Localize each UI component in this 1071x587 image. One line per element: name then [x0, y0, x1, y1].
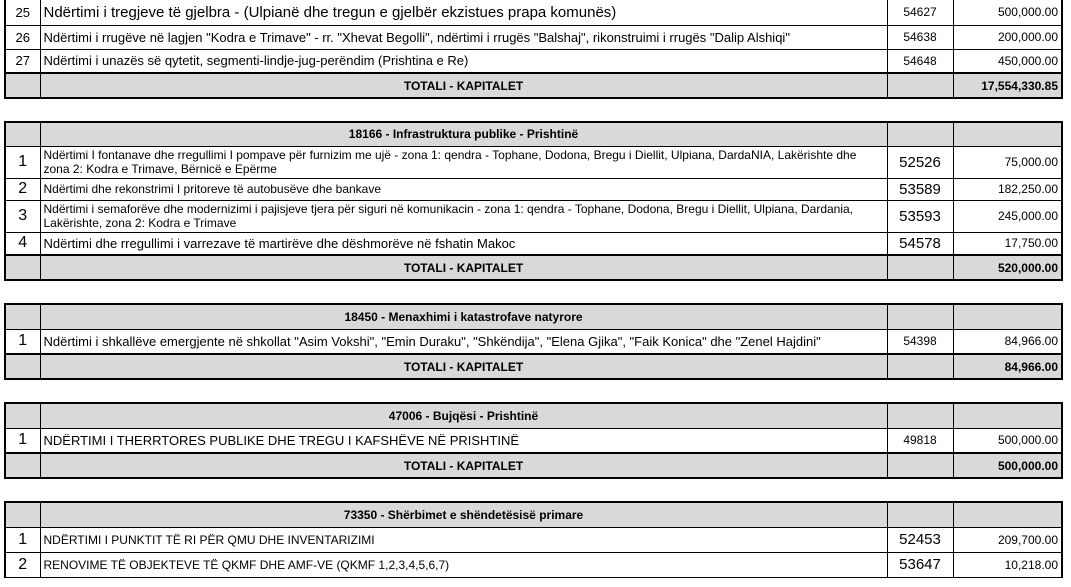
total-amount: 520,000.00 [953, 255, 1062, 280]
project-description: RENOVIME TË OBJEKTEVE TË QKMF DHE AMF-VE (QKMF 1,2,3,4,5,6,7) [40, 552, 887, 577]
project-amount: 245,000.00 [953, 200, 1062, 232]
section-code-blank [887, 403, 953, 428]
project-amount: 17,750.00 [953, 232, 1062, 255]
project-description: Ndërtimi i tregjeve të gjelbra - (Ulpianë dhe tregun e gjelbër ekzistues prapa komunës) [40, 0, 887, 25]
row-number: 3 [5, 200, 40, 232]
total-amount: 84,966.00 [953, 354, 1062, 379]
project-code: 54627 [887, 0, 953, 25]
project-code: 52453 [887, 527, 953, 552]
section-header[interactable] [5, 403, 1062, 428]
project-amount: 75,000.00 [953, 146, 1062, 178]
row-number: 2 [5, 178, 40, 200]
project-description: NDËRTIMI I THERRTORES PUBLIKE DHE TREGU I KAFSHËVE NË PRISHTINË [40, 428, 887, 453]
total-row[interactable] [5, 73, 1062, 98]
table-row[interactable] [5, 25, 1062, 49]
project-code: 53589 [887, 178, 953, 200]
row-number: 2 [5, 552, 40, 577]
project-code: 54398 [887, 329, 953, 354]
table-row[interactable] [5, 552, 1062, 577]
row-number: 26 [5, 25, 40, 49]
table-row[interactable] [5, 428, 1062, 453]
row-number: 1 [5, 527, 40, 552]
project-description: Ndërtimi dhe rregullimi i varrezave të martirëve dhe dëshmorëve në fshatin Makoc [40, 232, 887, 255]
project-code: 52526 [887, 146, 953, 178]
project-code: 54578 [887, 232, 953, 255]
section-amount-blank [953, 304, 1062, 329]
project-code: 53593 [887, 200, 953, 232]
section-code-blank [887, 122, 953, 146]
total-code-blank [887, 354, 953, 379]
project-description: Ndërtimi i semaforëve dhe modernizimi i pajisjeve tjera për siguri në komunikacin - zona 1: qendra - Tophane, Dodona, Bregu i Diellit, Ulpiana, Dardania, Lakërishte, zona 2: Kodra e Trimave [40, 200, 887, 232]
table-row[interactable] [5, 0, 1062, 25]
total-code-blank [887, 255, 953, 280]
spacer-row [5, 280, 1062, 304]
table-row[interactable] [5, 200, 1062, 232]
spacer-row [5, 478, 1062, 502]
total-amount: 500,000.00 [953, 453, 1062, 478]
section-amount-blank [953, 403, 1062, 428]
row-number: 1 [5, 428, 40, 453]
total-label: TOTALI - KAPITALET [40, 255, 887, 280]
total-blank [5, 354, 40, 379]
section-blank [5, 502, 40, 527]
section-title: 18450 - Menaxhimi i katastrofave natyrore [40, 304, 887, 329]
project-description: Ndërtimi i rrugëve në lagjen "Kodra e Trimave" - rr. "Xhevat Begolli", ndërtimi i rrugës "Balshaj", rikonstruimi i rrugës "Dalip Alshiqi" [40, 25, 887, 49]
section-header[interactable] [5, 304, 1062, 329]
total-code-blank [887, 73, 953, 98]
table-row[interactable] [5, 146, 1062, 178]
row-number: 25 [5, 0, 40, 25]
project-description: NDËRTIMI I PUNKTIT TË RI PËR QMU DHE INVENTARIZIMI [40, 527, 887, 552]
project-amount: 200,000.00 [953, 25, 1062, 49]
total-blank [5, 255, 40, 280]
section-blank [5, 304, 40, 329]
total-label: TOTALI - KAPITALET [40, 453, 887, 478]
section-title: 47006 - Bujqësi - Prishtinë [40, 403, 887, 428]
row-number: 1 [5, 329, 40, 354]
total-row[interactable] [5, 453, 1062, 478]
project-description: Ndërtimi dhe rekonstrimi I pritoreve të autobusëve dhe bankave [40, 178, 887, 200]
total-code-blank [887, 453, 953, 478]
project-description: Ndërtimi i shkallëve emergjente në shkollat "Asim Vokshi", "Emin Duraku", "Shkëndija", "Elena Gjika", "Faik Konica" dhe "Zenel Hajdini" [40, 329, 887, 354]
section-amount-blank [953, 122, 1062, 146]
project-amount: 182,250.00 [953, 178, 1062, 200]
total-row[interactable] [5, 354, 1062, 379]
section-title: 18166 - Infrastruktura publike - Prishtinë [40, 122, 887, 146]
total-blank [5, 453, 40, 478]
project-amount: 10,218.00 [953, 552, 1062, 577]
project-description: Ndërtimi i unazës së qytetit, segmenti-lindje-jug-perëndim (Prishtina e Re) [40, 49, 887, 73]
total-label: TOTALI - KAPITALET [40, 354, 887, 379]
section-header[interactable] [5, 502, 1062, 527]
project-code: 54638 [887, 25, 953, 49]
section-header[interactable] [5, 122, 1062, 146]
section-code-blank [887, 304, 953, 329]
spacer-row [5, 379, 1062, 403]
project-amount: 500,000.00 [953, 428, 1062, 453]
total-row[interactable] [5, 255, 1062, 280]
total-label: TOTALI - KAPITALET [40, 73, 887, 98]
project-code: 49818 [887, 428, 953, 453]
total-amount: 17,554,330.85 [953, 73, 1062, 98]
budget-table [4, 0, 1063, 578]
section-blank [5, 122, 40, 146]
spacer-row [5, 98, 1062, 122]
project-code: 53647 [887, 552, 953, 577]
section-title: 73350 - Shërbimet e shëndetësisë primare [40, 502, 887, 527]
section-code-blank [887, 502, 953, 527]
project-amount: 450,000.00 [953, 49, 1062, 73]
table-row[interactable] [5, 329, 1062, 354]
row-number: 4 [5, 232, 40, 255]
project-amount: 84,966.00 [953, 329, 1062, 354]
row-number: 27 [5, 49, 40, 73]
table-row[interactable] [5, 527, 1062, 552]
project-code: 54648 [887, 49, 953, 73]
total-blank [5, 73, 40, 98]
table-row[interactable] [5, 232, 1062, 255]
project-description: Ndërtimi I fontanave dhe rregullimi I pompave për furnizim me ujë - zona 1: qendra - Tophane, Dodona, Bregu i Diellit, Ulpiana, DardaNIA, Lakërishte dhe zona 2: Kodra e Trimave, Bërnicë e Epërme [40, 146, 887, 178]
project-amount: 209,700.00 [953, 527, 1062, 552]
row-number: 1 [5, 146, 40, 178]
project-amount: 500,000.00 [953, 0, 1062, 25]
section-blank [5, 403, 40, 428]
section-amount-blank [953, 502, 1062, 527]
table-row[interactable] [5, 178, 1062, 200]
table-row[interactable] [5, 49, 1062, 73]
